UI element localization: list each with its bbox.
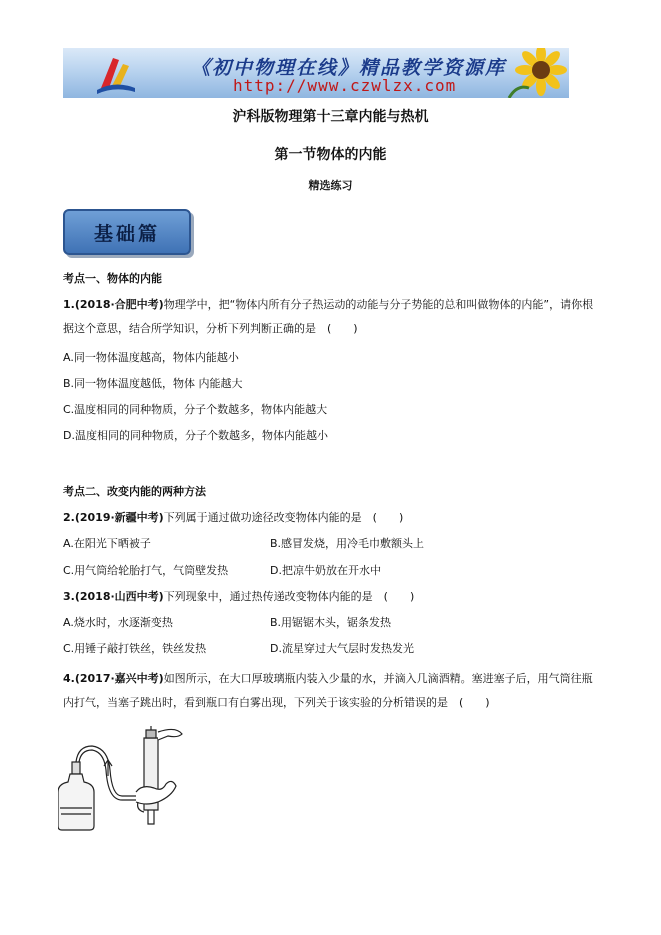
option-b: B.用锯锯木头，锯条发热 [270, 616, 392, 629]
option-b: B.同一物体温度越低，物体 内能越大 [63, 377, 243, 390]
option-a: A.在阳光下晒被子 [63, 537, 151, 550]
banner-url: http://www.czwlzx.com [233, 76, 457, 95]
option-c: C.用锤子敲打铁丝，铁丝发热 [63, 642, 207, 655]
option-d: D.流星穿过大气层时发热发光 [270, 642, 414, 655]
question-source: 4.(2017·嘉兴中考) [63, 672, 164, 685]
option-a: A.烧水时，水逐渐变热 [63, 616, 173, 629]
question-2-stem [63, 510, 403, 526]
question-4-stem [63, 667, 603, 715]
document-title: 沪科版物理第十三章内能与热机 [232, 109, 429, 125]
question-source: 2.(2019·新疆中考) [63, 511, 164, 524]
option-c: C.温度相同的同种物质，分子个数越多，物体内能越大 [63, 403, 328, 416]
question-source: 1.(2018·合肥中考) [63, 298, 164, 311]
question-text: 如图所示，在大口厚玻璃瓶内装入少量的水，并滴入几滴酒精。塞进塞子后，用气筒往瓶内打气，当塞子跳出时，看到瓶口有白雾出现，下列关于该实验的分析错误的是 ( ) [63, 672, 593, 709]
topic-heading-2: 考点二、改变内能的两种方法 [63, 485, 206, 498]
question-3-stem [63, 589, 414, 605]
banner-title: 《初中物理在线》精品教学资源库 [191, 57, 507, 79]
header-banner [63, 48, 569, 98]
question-1-stem [63, 293, 603, 341]
bottle-pump-figure [58, 726, 198, 836]
logo-icon [93, 54, 137, 94]
topic-heading-1: 考点一、物体的内能 [63, 272, 162, 285]
option-a: A.同一物体温度越高，物体内能越小 [63, 351, 239, 364]
question-text: 下列属于通过做功途径改变物体内能的是 ( ) [163, 511, 404, 524]
question-source: 3.(2018·山西中考) [63, 590, 164, 603]
question-text: 物理学中，把“物体内所有分子热运动的动能与分子势能的总和叫做物体的内能”，请你根据这个意思，结合所学知识，分析下列判断正确的是 ( ) [63, 298, 594, 335]
option-d: D.温度相同的同种物质，分子个数越多，物体内能越小 [63, 429, 328, 442]
option-c: C.用气筒给轮胎打气，气筒壁发热 [63, 564, 229, 577]
section-badge: 基础篇 [63, 209, 191, 255]
option-d: D.把凉牛奶放在开水中 [270, 564, 381, 577]
option-b: B.感冒发烧，用冷毛巾敷额头上 [270, 537, 425, 550]
sunflower-icon [489, 48, 569, 98]
subtitle: 精选练习 [308, 179, 353, 192]
question-text: 下列现象中，通过热传递改变物体内能的是 ( ) [163, 590, 415, 603]
section-title: 第一节物体的内能 [274, 147, 387, 163]
